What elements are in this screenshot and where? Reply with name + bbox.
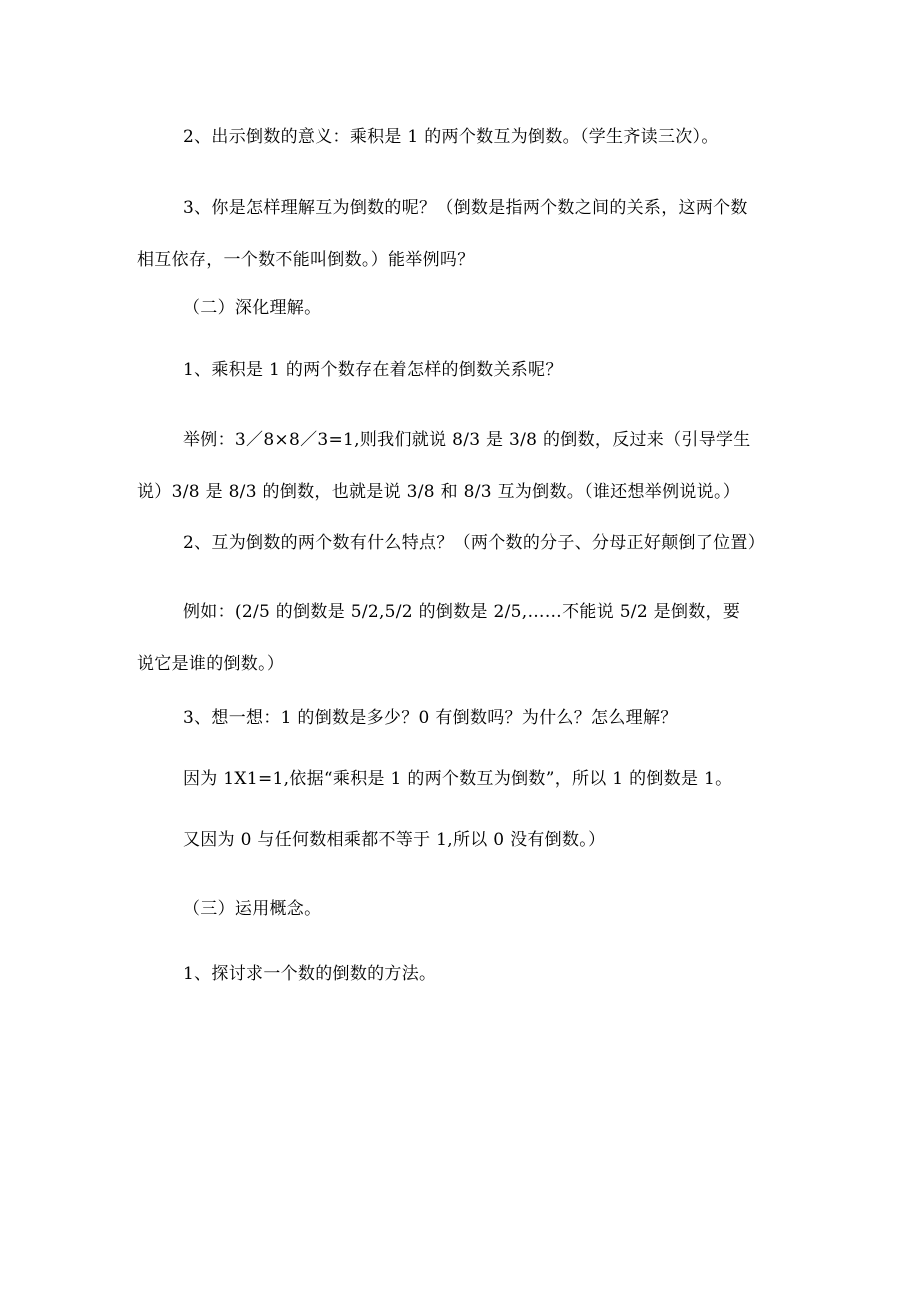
text-line: 1、乘积是 1 的两个数存在着怎样的倒数关系呢？	[183, 360, 563, 380]
text-line: 2、互为倒数的两个数有什么特点？（两个数的分子、分母正好颠倒了位置）	[183, 533, 766, 553]
text-line: 相互依存，一个数不能叫倒数。）能举例吗？	[137, 250, 475, 270]
paragraph-characteristics	[137, 532, 797, 554]
text-line: 说）3/8 是 8/3 的倒数，也就是说 3/8 和 8/3 互为倒数。（谁还想举例说说。）	[137, 482, 741, 502]
paragraph-zero	[137, 829, 797, 851]
paragraph-reciprocal-definition	[137, 126, 797, 148]
text-line: 因为 1X1=1,依据“乘积是 1 的两个数互为倒数”，所以 1 的倒数是 1。	[183, 769, 733, 789]
paragraph-relationship-question	[137, 359, 797, 381]
section-heading-apply	[137, 898, 797, 920]
paragraph-method	[137, 963, 797, 985]
paragraph-think	[137, 707, 797, 729]
section-heading-deepen	[137, 297, 797, 319]
text-line: 又因为 0 与任何数相乘都不等于 1,所以 0 没有倒数。）	[183, 830, 606, 850]
text-line: 3、想一想：1 的倒数是多少？0 有倒数吗？为什么？怎么理解？	[183, 708, 678, 728]
paragraph-for-example	[137, 586, 797, 690]
text-line: 举例：3／8×8／3=1,则我们就说 8/3 是 3/8 的倒数，反过来（引导学生	[183, 430, 751, 450]
paragraph-because	[137, 768, 797, 790]
text-line: 3、你是怎样理解互为倒数的呢？（倒数是指两个数之间的关系，这两个数	[183, 198, 748, 218]
text-line: （三）运用概念。	[183, 899, 322, 919]
text-line: 2、出示倒数的意义：乘积是 1 的两个数互为倒数。（学生齐读三次）。	[183, 127, 719, 147]
paragraph-understanding-question	[137, 182, 797, 286]
text-line: 1、探讨求一个数的倒数的方法。	[183, 964, 437, 984]
text-line: 说它是谁的倒数。）	[137, 654, 285, 674]
text-line: 例如：(2/5 的倒数是 5/2,5/2 的倒数是 2/5,……不能说 5/2 是倒数，要	[183, 602, 741, 622]
paragraph-example	[137, 414, 797, 518]
text-line: （二）深化理解。	[183, 298, 322, 318]
